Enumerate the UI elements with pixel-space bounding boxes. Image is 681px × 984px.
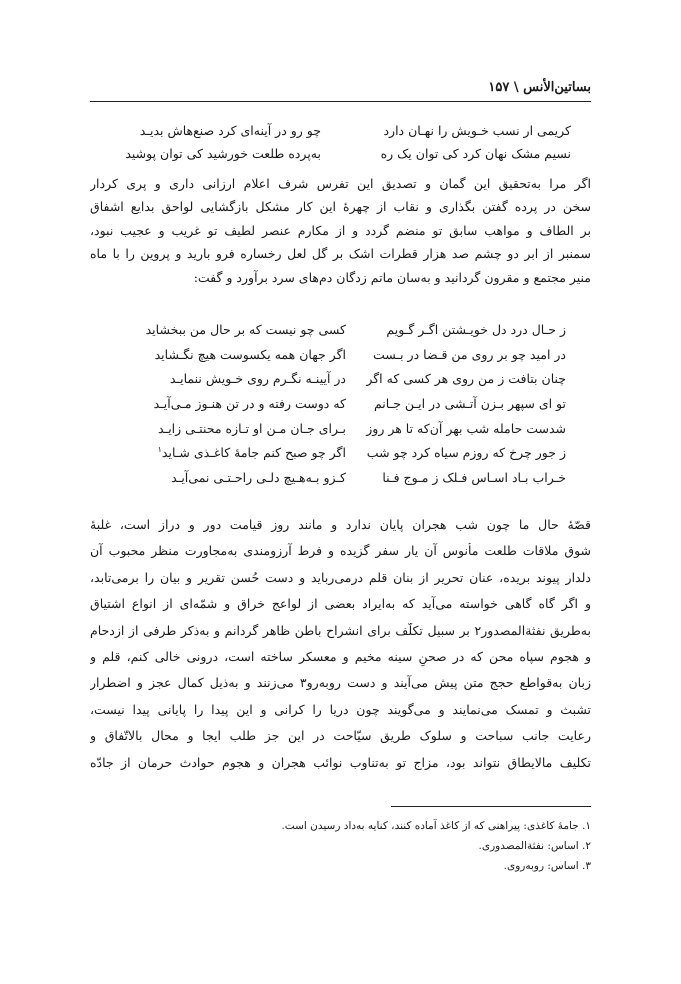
first-hemistich: شدست حامله شب بهر آن‌که تا هر روز bbox=[366, 420, 566, 436]
second-hemistich: به‌پرده طلعت خورشید کی توان پوشید bbox=[125, 146, 321, 161]
second-hemistich: که دوست رفته و در تن هنـوز مـی‌آیـد bbox=[153, 396, 346, 412]
verse-row bbox=[90, 322, 591, 347]
text-line: بر الطاف و مواهب سابق تو منضم گردد و از مکارم عنصر لطیف تو غریب و عجیب نبود، bbox=[90, 222, 591, 238]
text-line: سمنبر از ابر دو چشم صد هزار قطرات اشک بر گل لعل رخساره فرو بارید و پروین را با ماه bbox=[90, 246, 591, 262]
text-line: دلدار پیوند بریده، عنان تحریر از بنان قلم درمی‌رباید و دست حُسن تقریر و بیان را برمی‌تابد، bbox=[90, 569, 591, 585]
text-line: و هجوم سپاه محن که در صحنِ سینه مخیم و معسکر ساخته است، درونی خالی کنم، قلم و bbox=[90, 648, 591, 664]
running-header: بساتین‌الأنس \ ۱۵۷ bbox=[488, 80, 591, 95]
verse-row bbox=[90, 396, 591, 421]
first-hemistich: در امید چو بر روی من قـضا در بـست bbox=[373, 346, 566, 362]
verse-row bbox=[90, 421, 591, 446]
first-hemistich: خـراب بـاد اسـاس فـلک ز مـوج فـنا bbox=[382, 470, 566, 486]
text-line: منیر مجتمع و مقرون گردانید و به‌سان ماتم زدگان دم‌های سرد برآورد و گفت: bbox=[193, 269, 591, 285]
second-hemistich: کسی چو نیست که بر حال من ببخشاید bbox=[145, 322, 346, 337]
text-line: شوق ملاقات طلعت مأنوس آن یار سفر گزیده و فرط آرزومندی به‌مجاورت منظر محبوب آن bbox=[90, 543, 591, 559]
text-line: تشبث و تمسک می‌نمایند و می‌گویند چون دریا را کرانی و این پیدا را پایانی پیدا نیست، bbox=[90, 701, 591, 717]
second-hemistich: اگر جهان همه یکسوست هیچ نگـشاید bbox=[154, 346, 346, 362]
second-hemistich: بـرای جـان مـن او تـازه محنتـی زایـد bbox=[157, 420, 346, 436]
text-line: تکلیف مالایطاق نتواند بود، مزاج تو به‌تناوب نوائب هجران و هجوم حوادث حرمان از جادّه bbox=[90, 754, 591, 770]
first-hemistich: تو ای سپهر بـزن آتـشی در ایـن جـانم bbox=[373, 396, 566, 412]
first-hemistich: ز حـال درد دل خویـشتن اگـر گـویم bbox=[386, 322, 566, 337]
text-line: زبان به‌قواطع حجج متن پیش می‌آیند و دست روبه‌رو۳ می‌زنند و به‌ذیل کمال عجز و اضطرار bbox=[90, 675, 591, 691]
first-hemistich: چنان بتافت ز من روی هر کسی که اگر bbox=[366, 371, 566, 387]
footnote-marker: ۱ bbox=[157, 445, 162, 455]
second-hemistich bbox=[158, 445, 346, 460]
second-hemistich: در آیینـه نگـرم روی خـویش ننمایـد bbox=[169, 371, 346, 387]
text-line: رعایت جانب سباحت و سلوک طریق سیّاحت در این جز طلب ایجا و محال بالاتّفاق و bbox=[90, 728, 591, 744]
footnote: ۱. جامهٔ کاغذی: پیراهنی که از کاغذ آماده کنند، کنایه به‌داد رسیدن است. bbox=[281, 820, 591, 832]
paragraph-2 bbox=[90, 517, 591, 781]
text-line: قصّهٔ حال ما چون شب هجران پایان ندارد و مانند روز قیامت دور و دراز است، غلبهٔ bbox=[90, 517, 591, 532]
text-line: و اگر گاه گاهی خواسته می‌آید که به‌ایراد بعضی از لواعج خراق و شمّه‌ای از انواع اشتیاق bbox=[90, 596, 591, 612]
second-hemistich: کـزو بـه‌هـیچ دلـی راحـتـی نمی‌آیـد bbox=[171, 470, 346, 486]
verse-row bbox=[90, 445, 591, 470]
intro-verses bbox=[90, 123, 591, 169]
first-hemistich: ز جور چرخ که روزم سیاه کرد چو شب bbox=[366, 445, 566, 461]
text-line: به‌طریق نفثةالمصدور۲ بر سبیل تکلّف برای انشراح باطن ظاهر گردانم و به‌ذکر طرفی از ازدحام bbox=[90, 622, 591, 638]
footnote: ۲. اساس: نفثةالمصدوری. bbox=[478, 840, 591, 852]
verse-row bbox=[90, 347, 591, 372]
verse-row bbox=[90, 371, 591, 396]
footnotes bbox=[90, 820, 591, 880]
verse-row bbox=[90, 470, 591, 495]
poem bbox=[90, 322, 591, 495]
paragraph-1 bbox=[90, 176, 591, 293]
text-line: سخن در پرده گفتن بگذاری و نقاب از چهرهٔ این کار مشکل بازگشایی لواحق بدایع اشفاق bbox=[90, 199, 591, 215]
header-rule bbox=[90, 101, 591, 102]
first-hemistich: نسیم مشک نهان کرد کی توان یک ره bbox=[380, 146, 571, 161]
footnote: ۳. اساس: روبه‌روی. bbox=[503, 860, 591, 872]
hemistich-text: اگر چو صبح کنم جامهٔ کاغـذی شـاید bbox=[161, 445, 346, 461]
verse-row bbox=[90, 123, 591, 146]
verse-row bbox=[90, 146, 591, 169]
footnote-rule bbox=[391, 806, 591, 807]
text-line: اگر مرا به‌تحقیق این گمان و تصدیق این تفرس شرف اعلام ارزانی داری و پری کردار bbox=[90, 176, 591, 191]
second-hemistich: چو رو در آینه‌ای کرد صنع‌هاش بدیـد bbox=[139, 123, 321, 138]
first-hemistich: کریمی ار نسب خـویش را نهـان دارد bbox=[383, 123, 571, 138]
